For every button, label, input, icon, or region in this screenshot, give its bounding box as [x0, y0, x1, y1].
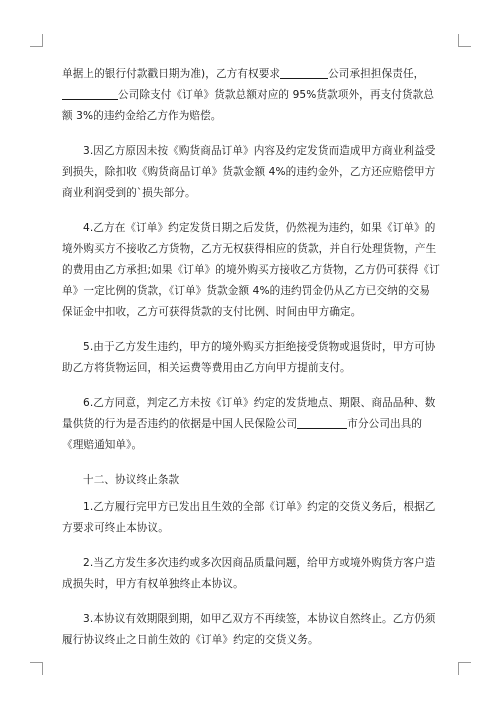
blank-field	[98, 87, 118, 100]
document-body	[62, 64, 440, 665]
crop-mark-top-right	[458, 34, 471, 47]
blank-field	[62, 87, 98, 100]
termination-clause-2: 2.当乙方发生多次违约或多次因商品质量问题，给甲方或境外购货方客户造成损失时，甲方有权单独终止本协议。	[62, 557, 436, 590]
text-segment: 6.乙方同意，判定乙方未按《订单》约定的发货地点、期限、商品品种、数量供货的行为是否违约的依据是中国人民保险公司	[62, 397, 436, 430]
termination-clause-1: 1.乙方履行完甲方已发出且生效的全部《订单》约定的交货义务后，根据乙方要求可终止本协议。	[62, 501, 436, 534]
crop-mark-top-left	[30, 34, 43, 47]
clause-3: 3.因乙方原因未按《购货商品订单》内容及约定发货而造成甲方商业利益受到损失，除扣收《购货商品订单》货款金额 4%的违约金外，乙方还应赔偿甲方商业利润受到的`损失部分。	[62, 145, 436, 199]
text-segment: 公司承担担保责任，	[328, 68, 425, 80]
section-heading: 十二、协议终止条款	[83, 474, 180, 486]
termination-clause-3: 3.本协议有效期限到期，如甲乙双方不再续签，本协议自然终止。乙方仍须履行协议终止之日前生效的《订单》约定的交货义务。	[62, 613, 436, 646]
paragraph-guarantee	[62, 64, 440, 127]
text-segment: 公司除支付《订单》货款总额对应的 95%货款项外，再支付货款总额 3%的违约金给乙方作为赔偿。	[62, 89, 435, 122]
crop-mark-bottom-right	[458, 662, 471, 675]
blank-field	[280, 66, 328, 79]
clause-5: 5.由于乙方发生违约，甲方的境外购买方拒绝接受货物或退货时，甲方可协助乙方将货物运回，相关运费等费用由乙方向甲方提前支付。	[62, 341, 436, 374]
blank-field	[297, 416, 347, 429]
text-segment: 单据上的银行付款戳日期为准)，乙方有权要求	[62, 68, 281, 80]
text-segment: 市分公司出具的《理赔通知单》。	[62, 418, 423, 451]
clause-4: 4.乙方在《订单》约定发货日期之后发货，仍然视为违约，如果《订单》的境外购买方不接收乙方货物，乙方无权获得相应的货款，并自行处理货物，产生的费用由乙方承担;如果《订单》的境外购买方接收乙方货物，乙方仍可获得《订单》一定比例的货款，《订单》货款金额 4%的违约罚金仍从乙方已交纳的交易保证金中扣收，乙方可获得货款的支付比例、时间由甲方确定。	[62, 222, 440, 318]
clause-6	[62, 393, 440, 456]
crop-mark-bottom-left	[30, 662, 43, 675]
